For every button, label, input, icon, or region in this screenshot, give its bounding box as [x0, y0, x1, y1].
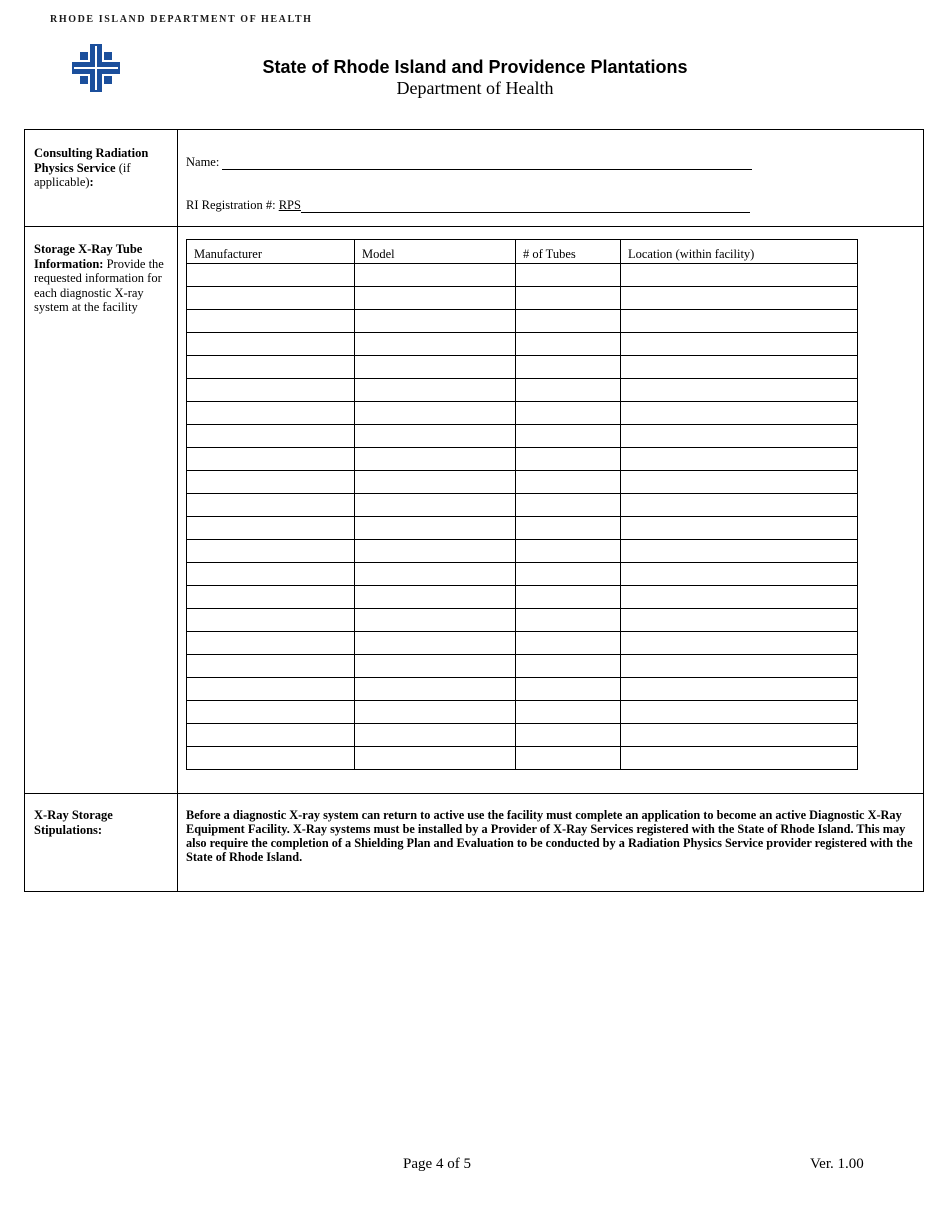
table-row — [187, 678, 858, 701]
table-cell[interactable] — [516, 356, 621, 379]
table-cell[interactable] — [187, 586, 355, 609]
table-cell[interactable] — [516, 632, 621, 655]
table-row — [187, 517, 858, 540]
table-cell[interactable] — [187, 471, 355, 494]
storage-label: Storage X-Ray Tube Information: Provide the requested information for each diagnostic X-ray system at the facility — [34, 242, 164, 314]
table-cell[interactable] — [187, 494, 355, 517]
table-row — [187, 264, 858, 287]
table-cell[interactable] — [355, 586, 516, 609]
table-cell[interactable] — [516, 494, 621, 517]
table-cell[interactable] — [355, 402, 516, 425]
table-cell[interactable] — [621, 494, 858, 517]
table-cell[interactable] — [621, 425, 858, 448]
table-row — [187, 494, 858, 517]
name-field[interactable] — [186, 155, 752, 170]
table-cell[interactable] — [355, 747, 516, 770]
table-cell[interactable] — [621, 540, 858, 563]
table-cell[interactable] — [187, 264, 355, 287]
table-cell[interactable] — [187, 632, 355, 655]
table-cell[interactable] — [355, 425, 516, 448]
table-cell[interactable] — [621, 563, 858, 586]
table-cell[interactable] — [516, 333, 621, 356]
table-header-row — [187, 240, 858, 264]
stipulations-text: Before a diagnostic X-ray system can return to active use the facility must complete an application to become an active Diagnostic X-Ray Equipment Facility. X-Ray systems must be installed by a Provider of X-Ray Services registered with the State of Rhode Island. This may also require the completion of a Shielding Plan and Evaluation to be conducted by a Radiation Physics Service provider registered with the State of Rhode Island. — [186, 808, 913, 864]
table-cell[interactable] — [516, 471, 621, 494]
table-row — [187, 747, 858, 770]
column-header-num-tubes: # of Tubes — [516, 240, 621, 264]
table-cell[interactable] — [355, 724, 516, 747]
registration-field[interactable] — [186, 198, 750, 213]
table-cell[interactable] — [516, 402, 621, 425]
table-row — [187, 379, 858, 402]
table-row — [187, 609, 858, 632]
table-cell[interactable] — [621, 655, 858, 678]
table-cell[interactable] — [516, 540, 621, 563]
table-cell[interactable] — [355, 701, 516, 724]
table-row — [187, 287, 858, 310]
table-cell[interactable] — [355, 517, 516, 540]
column-header-model: Model — [355, 240, 516, 264]
table-cell[interactable] — [355, 540, 516, 563]
table-row — [187, 310, 858, 333]
table-cell[interactable] — [355, 356, 516, 379]
table-cell[interactable] — [621, 356, 858, 379]
version-label: Ver. 1.00 — [810, 1156, 864, 1172]
seal-text: RHODE ISLAND DEPARTMENT OF HEALTH — [50, 14, 313, 25]
table-cell[interactable] — [355, 379, 516, 402]
consulting-label: Consulting Radiation Physics Service (if applicable): — [34, 146, 149, 189]
table-cell[interactable] — [621, 448, 858, 471]
column-header-location: Location (within facility) — [621, 240, 858, 264]
table-cell[interactable] — [516, 310, 621, 333]
table-cell[interactable] — [355, 655, 516, 678]
table-row — [187, 540, 858, 563]
column-divider — [177, 130, 178, 891]
table-cell[interactable] — [516, 609, 621, 632]
table-cell[interactable] — [355, 632, 516, 655]
table-cell[interactable] — [187, 287, 355, 310]
table-cell[interactable] — [516, 448, 621, 471]
table-row — [187, 655, 858, 678]
table-cell[interactable] — [621, 586, 858, 609]
table-cell[interactable] — [355, 563, 516, 586]
table-cell[interactable] — [621, 747, 858, 770]
table-cell[interactable] — [187, 540, 355, 563]
column-header-manufacturer: Manufacturer — [187, 240, 355, 264]
page-number: Page 4 of 5 — [403, 1156, 471, 1172]
table-cell[interactable] — [187, 333, 355, 356]
table-cell[interactable] — [355, 494, 516, 517]
table-cell[interactable] — [516, 701, 621, 724]
form-table — [24, 129, 924, 892]
table-cell[interactable] — [516, 264, 621, 287]
table-cell[interactable] — [187, 678, 355, 701]
table-cell[interactable] — [187, 402, 355, 425]
table-cell[interactable] — [516, 287, 621, 310]
table-cell[interactable] — [355, 333, 516, 356]
table-cell[interactable] — [355, 264, 516, 287]
table-cell[interactable] — [621, 609, 858, 632]
table-cell[interactable] — [621, 724, 858, 747]
table-row — [187, 425, 858, 448]
table-cell[interactable] — [187, 379, 355, 402]
table-cell[interactable] — [621, 632, 858, 655]
table-cell[interactable] — [516, 379, 621, 402]
tube-information-table — [186, 239, 858, 770]
table-row — [187, 701, 858, 724]
table-cell[interactable] — [621, 333, 858, 356]
table-cell[interactable] — [621, 264, 858, 287]
row-divider — [25, 226, 923, 227]
table-cell[interactable] — [187, 517, 355, 540]
table-cell[interactable] — [621, 287, 858, 310]
table-row — [187, 724, 858, 747]
table-row — [187, 563, 858, 586]
table-cell[interactable] — [187, 747, 355, 770]
table-row — [187, 356, 858, 379]
name-input-line[interactable] — [222, 157, 752, 170]
registration-label: RI Registration #: — [186, 198, 279, 212]
stipulations-label: X-Ray Storage Stipulations: — [34, 808, 113, 837]
table-cell[interactable] — [187, 425, 355, 448]
table-cell[interactable] — [516, 586, 621, 609]
table-cell[interactable] — [187, 310, 355, 333]
table-cell[interactable] — [187, 563, 355, 586]
table-row — [187, 471, 858, 494]
table-cell[interactable] — [621, 471, 858, 494]
page-subtitle: Department of Health — [396, 78, 554, 98]
row-divider — [25, 793, 923, 794]
table-cell[interactable] — [187, 356, 355, 379]
registration-input-line[interactable] — [301, 200, 750, 213]
table-cell[interactable] — [187, 701, 355, 724]
table-cell[interactable] — [355, 609, 516, 632]
table-row — [187, 402, 858, 425]
table-row — [187, 448, 858, 471]
table-cell[interactable] — [187, 448, 355, 471]
table-cell[interactable] — [355, 310, 516, 333]
name-label: Name: — [186, 155, 223, 169]
table-cell[interactable] — [355, 678, 516, 701]
table-cell[interactable] — [355, 448, 516, 471]
table-cell[interactable] — [621, 701, 858, 724]
table-row — [187, 333, 858, 356]
page-title: State of Rhode Island and Providence Plantations — [262, 57, 688, 77]
table-cell[interactable] — [516, 724, 621, 747]
table-cell[interactable] — [621, 379, 858, 402]
table-cell[interactable] — [621, 402, 858, 425]
table-row — [187, 586, 858, 609]
registration-prefix: RPS — [278, 198, 301, 212]
table-cell[interactable] — [355, 287, 516, 310]
table-cell[interactable] — [187, 655, 355, 678]
table-row — [187, 632, 858, 655]
table-cell[interactable] — [516, 655, 621, 678]
table-cell[interactable] — [516, 517, 621, 540]
table-cell[interactable] — [187, 609, 355, 632]
table-cell[interactable] — [516, 747, 621, 770]
table-cell[interactable] — [621, 678, 858, 701]
table-cell[interactable] — [187, 724, 355, 747]
table-cell[interactable] — [621, 517, 858, 540]
table-cell[interactable] — [516, 425, 621, 448]
table-cell[interactable] — [516, 563, 621, 586]
table-cell[interactable] — [621, 310, 858, 333]
table-cell[interactable] — [355, 471, 516, 494]
table-cell[interactable] — [516, 678, 621, 701]
